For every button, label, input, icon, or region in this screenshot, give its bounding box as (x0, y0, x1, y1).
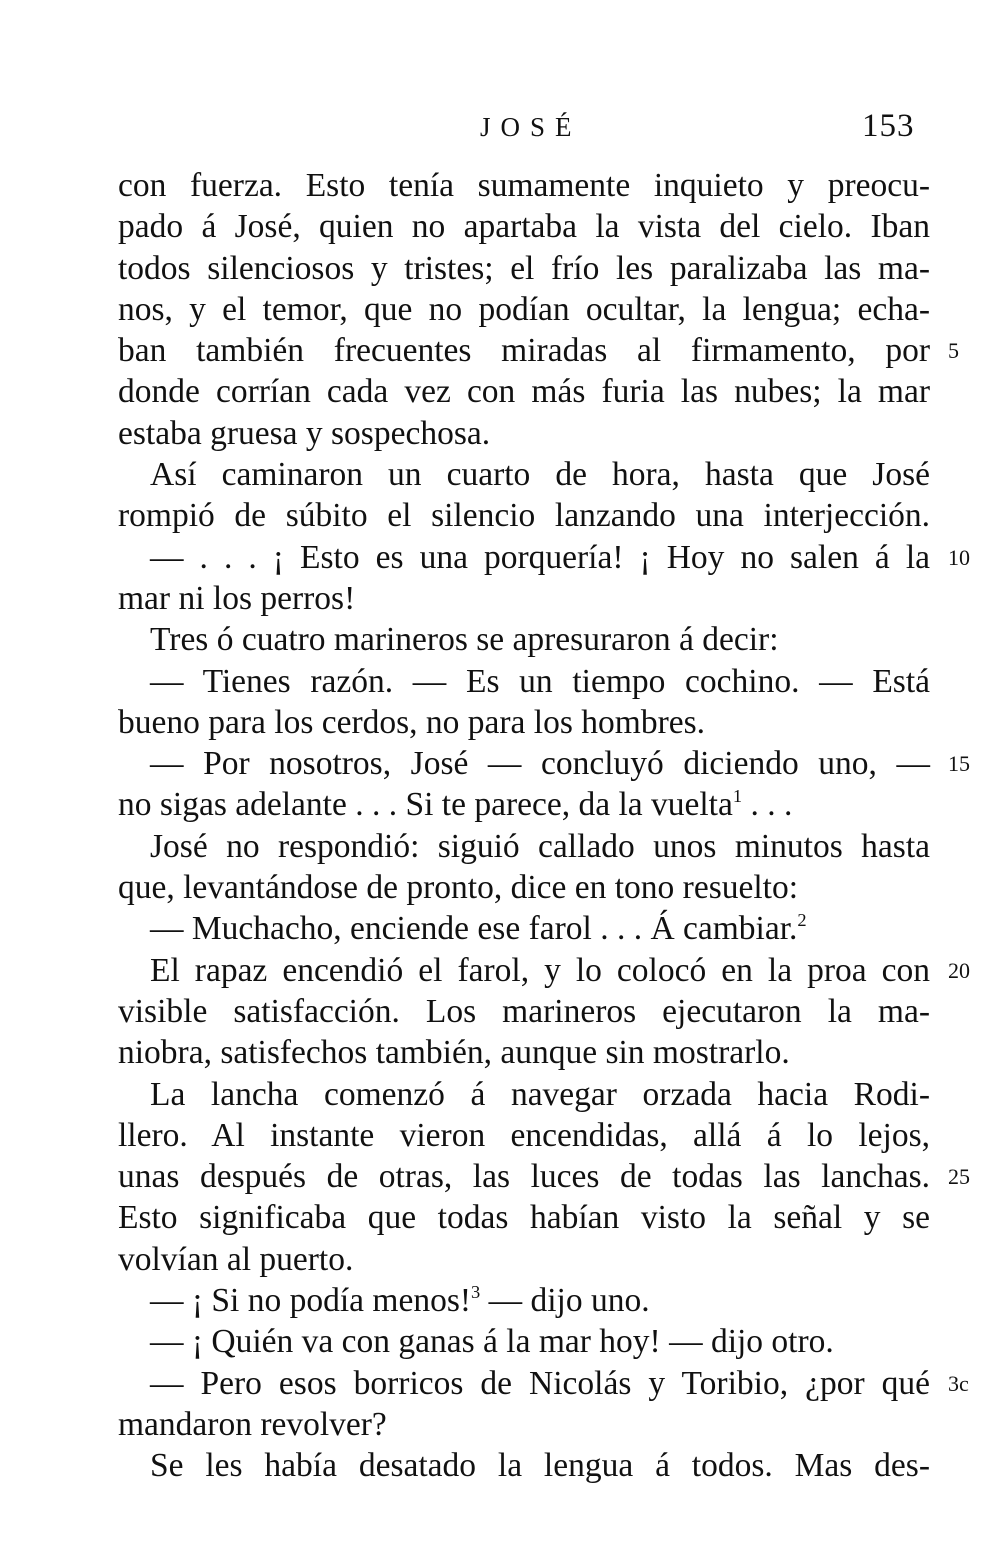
text-line (118, 826, 930, 867)
footnote-ref: 2 (797, 910, 807, 931)
text-line (118, 950, 970, 991)
page-number: 153 (862, 108, 915, 144)
text-line-content: bueno para los cerdos, no para los hombres. (118, 703, 706, 741)
text-line (118, 1321, 930, 1362)
text-line (118, 1032, 930, 1073)
text-line-continuation: — dijo uno. (480, 1282, 650, 1320)
text-line (118, 661, 930, 702)
text-line-content: llero. Al instante vieron encendidas, allá á lo lejos, (118, 1116, 930, 1154)
text-line (118, 1280, 930, 1321)
footnote-ref: 3 (471, 1282, 481, 1303)
text-line (118, 1404, 930, 1445)
text-line-content: con fuerza. Esto tenía sumamente inquieto y preocu- (118, 167, 930, 204)
text-line-content: — ¡ Quién va con ganas á la mar hoy! — dijo otro. (150, 1323, 834, 1361)
text-line (118, 991, 930, 1032)
body-text (118, 165, 970, 1487)
text-line (118, 289, 930, 330)
text-line-content: estaba gruesa y sospechosa. (118, 414, 491, 452)
text-line-content: Se les había desatado la lengua á todos. Mas des- (150, 1447, 930, 1485)
text-line-content: pado á José, quien no apartaba la vista del cielo. Iban (118, 208, 930, 246)
text-line-content: niobra, satisfechos también, aunque sin mostrarlo. (118, 1034, 790, 1072)
text-line-content: nos, y el temor, que no podían ocultar, la lengua; echa- (118, 290, 930, 328)
text-line (118, 908, 930, 949)
text-line-content: Así caminaron un cuarto de hora, hasta que José (150, 456, 930, 494)
text-line (118, 619, 930, 660)
line-number: 3c (948, 1370, 969, 1396)
line-number: 15 (948, 751, 970, 777)
text-line (118, 413, 930, 454)
text-line (118, 784, 930, 825)
text-line-content: — ¡ Si no podía menos! (150, 1282, 472, 1320)
text-line (118, 330, 959, 371)
text-line-content: — Pero esos borricos de Nicolás y Toribio, ¿por qué (150, 1364, 930, 1402)
text-line (118, 743, 970, 784)
text-line-content: La lancha comenzó á navegar orzada hacia Rodi- (150, 1075, 930, 1113)
text-line (118, 1239, 930, 1280)
text-line (118, 537, 970, 578)
text-line-content: — Tienes razón. — Es un tiempo cochino. — Está (150, 662, 930, 700)
text-line (118, 371, 930, 412)
text-line-content: rompió de súbito el silencio lanzando una interjección. (118, 497, 930, 535)
text-line-content: Tres ó cuatro marineros se apresuraron á decir: (150, 621, 779, 659)
footnote-ref: 1 (732, 786, 743, 807)
text-line (118, 867, 930, 908)
text-line (118, 165, 930, 206)
text-line (118, 1115, 930, 1156)
text-line-content: Esto significaba que todas habían visto la señal y se (118, 1199, 930, 1237)
text-line-content: unas después de otras, las luces de todas las lanchas. (118, 1158, 930, 1196)
text-line-content: todos silenciosos y tristes; el frío les paralizaba las ma- (118, 249, 930, 287)
text-line (118, 248, 930, 289)
text-line (118, 578, 930, 619)
text-line-content: — Muchacho, enciende ese farol . . . Á cambiar. (150, 910, 798, 948)
text-line (118, 1197, 930, 1238)
text-line-content: volvían al puerto. (118, 1240, 354, 1278)
text-line-content: no sigas adelante . . . Si te parece, da la vuelta (118, 786, 733, 824)
text-line-content: José no respondió: siguió callado unos minutos hasta (150, 827, 930, 865)
text-line-content: mandaron revolver? (118, 1405, 387, 1443)
text-line-continuation: . . . (742, 786, 793, 824)
text-line-content: El rapaz encendió el farol, y lo colocó en la proa con (150, 951, 930, 989)
text-line-content: ban también frecuentes miradas al firmamento, por (118, 332, 930, 370)
text-line-content: — Por nosotros, José — concluyó diciendo uno, — (150, 745, 930, 783)
text-line (118, 206, 930, 247)
line-number: 25 (948, 1164, 970, 1190)
text-line (118, 495, 930, 536)
text-line (118, 454, 930, 495)
line-number: 5 (948, 338, 959, 364)
line-number: 20 (948, 957, 970, 983)
text-line (118, 702, 930, 743)
running-head-title: JOSÉ (480, 112, 582, 142)
text-line-content: — . . . ¡ Esto es una porquería! ¡ Hoy no salen á la (150, 538, 930, 576)
text-line-content: mar ni los perros! (118, 579, 356, 617)
text-line-content: que, levantándose de pronto, dice en tono resuelto: (118, 869, 799, 907)
text-line (118, 1445, 930, 1486)
text-line (118, 1074, 930, 1115)
text-line (118, 1156, 970, 1197)
text-line (118, 1363, 969, 1404)
line-number: 10 (948, 544, 970, 570)
text-line-content: visible satisfacción. Los marineros ejecutaron la ma- (118, 992, 930, 1030)
text-line-content: donde corrían cada vez con más furia las nubes; la mar (118, 373, 930, 411)
